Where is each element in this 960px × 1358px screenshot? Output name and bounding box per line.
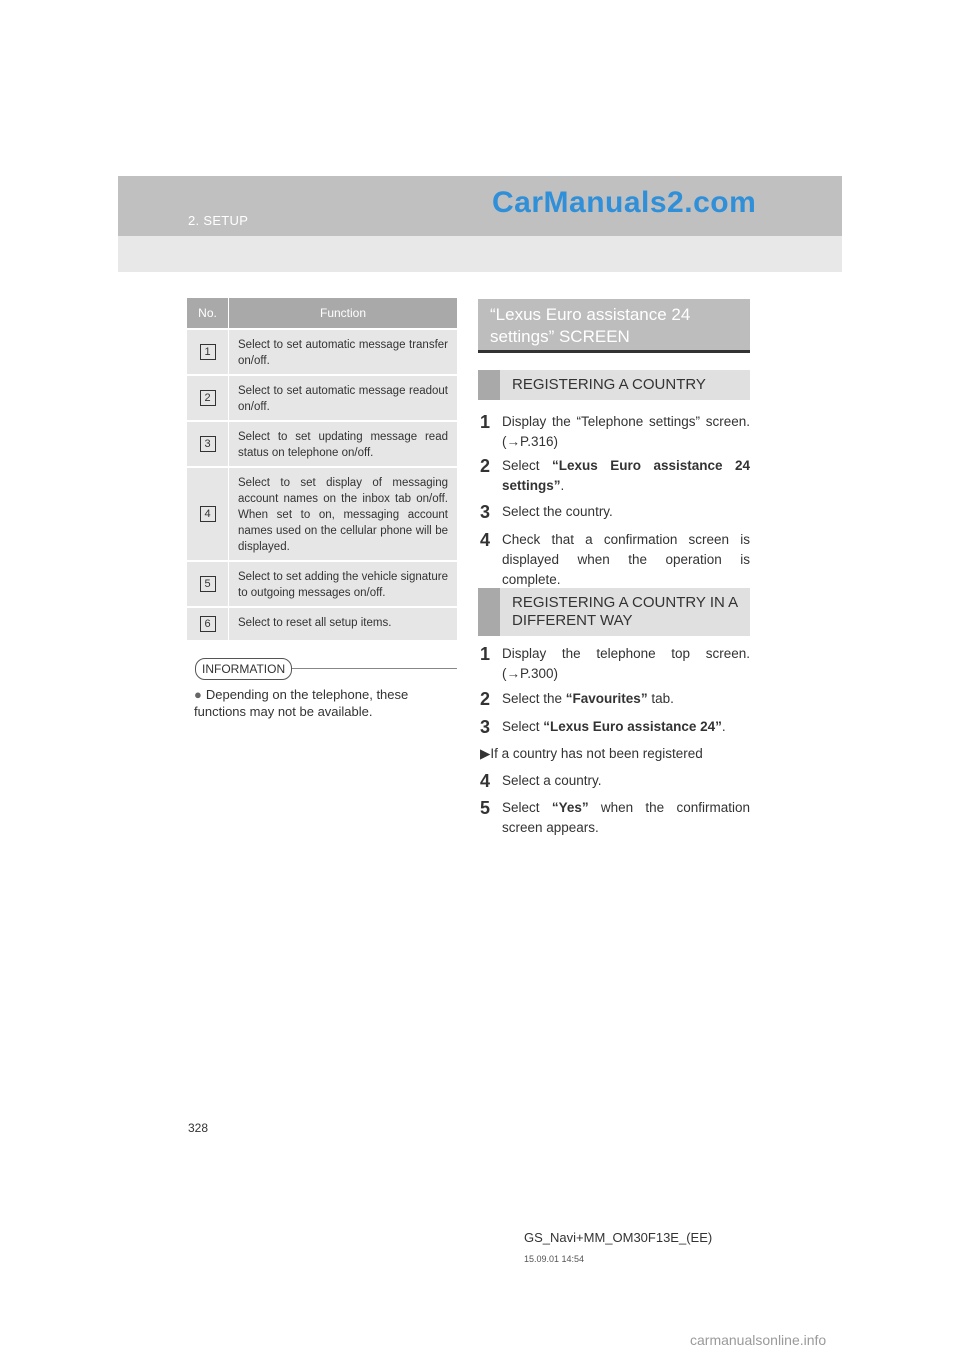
step-item: 4 Check that a confirmation screen is displayed when the operation is complete.	[480, 530, 750, 590]
row-function: Select to set updating message read status on telephone on/off.	[238, 431, 448, 459]
section-heading: “Lexus Euro assistance 24 settings” SCREEN	[478, 299, 750, 353]
table-row	[187, 606, 457, 640]
step-number: 5	[480, 798, 491, 818]
step-number: 4	[480, 771, 491, 791]
information-label: INFORMATION	[195, 658, 292, 680]
bullet-icon: ●	[194, 687, 202, 702]
heading-bar	[478, 588, 500, 636]
step-number: 2	[480, 689, 491, 709]
step-item: 1 Display the “Telephone settings” screen. (→P.316)	[480, 412, 750, 452]
row-function: Select to set automatic message transfer on/off.	[238, 339, 448, 367]
step-item: 1 Display the telephone top screen. (→P.300)	[480, 644, 750, 684]
watermark-logo[interactable]: CarManuals2.com	[492, 186, 757, 219]
step-number: 1	[480, 644, 491, 664]
subsection-heading-register	[478, 370, 750, 400]
step-number: 3	[480, 717, 491, 737]
row-function: Select to set adding the vehicle signature to outgoing messages on/off.	[238, 571, 448, 599]
row-number: 2	[200, 390, 216, 406]
step-number: 2	[480, 456, 491, 476]
subsection-title: REGISTERING A COUNTRY	[512, 376, 706, 393]
subsection-heading-register-different	[478, 588, 750, 636]
row-number: 6	[200, 616, 216, 632]
row-function: Select to set automatic message readout on/off.	[238, 385, 448, 413]
row-number: 1	[200, 344, 216, 360]
section-label: 2. SETUP	[188, 213, 249, 228]
row-function: Select to set display of messaging account names on the inbox tab on/off. When set to on, messaging account names used on the cellular phone will be displayed.	[238, 477, 448, 553]
step-item: 2 Select the “Favourites” tab.	[480, 689, 674, 709]
menu-name: “Lexus Euro assistance 24 settings”	[502, 458, 750, 493]
col-function-header: Function	[319, 306, 367, 320]
table-row	[187, 420, 457, 466]
row-function: Select to reset all setup items.	[238, 617, 392, 629]
table-row	[187, 328, 457, 374]
step-item: 3 Select “Lexus Euro assistance 24”.	[480, 717, 726, 737]
condition-note: ▶If a country has not been registered	[480, 746, 703, 761]
row-number: 5	[200, 576, 216, 592]
step-number: 1	[480, 412, 491, 432]
step-item: 5 Select “Yes” when the confirmation screen appears.	[480, 798, 750, 838]
button-name: “Yes”	[551, 800, 589, 815]
table-header	[187, 298, 457, 328]
step-item: 4 Select a country.	[480, 771, 602, 791]
menu-name: “Lexus Euro assistance 24”	[543, 719, 722, 734]
step-item: 3 Select the country.	[480, 502, 613, 522]
table-row	[187, 560, 457, 606]
document-code: GS_Navi+MM_OM30F13E_(EE)	[524, 1230, 713, 1245]
watermark-footer[interactable]: carmanualsonline.info	[690, 1332, 827, 1348]
header-strip	[118, 236, 842, 272]
row-number: 3	[200, 436, 216, 452]
function-table	[187, 298, 457, 640]
information-note	[194, 686, 456, 720]
information-text: Depending on the telephone, these functions may not be available.	[194, 687, 409, 719]
tab-name: “Favourites”	[565, 691, 648, 706]
heading-bar	[478, 370, 500, 400]
step-item: 2 Select “Lexus Euro assistance 24 settings”.	[480, 456, 750, 496]
page-number: 328	[188, 1121, 209, 1135]
subsection-title: REGISTERING A COUNTRY IN A DIFFERENT WAY	[512, 594, 738, 629]
step-number: 3	[480, 502, 491, 522]
table-row	[187, 466, 457, 560]
step-number: 4	[480, 530, 491, 550]
table-row	[187, 374, 457, 420]
document-date: 15.09.01 14:54	[524, 1254, 585, 1264]
row-number: 4	[200, 506, 216, 522]
col-no-header: No.	[187, 298, 229, 328]
